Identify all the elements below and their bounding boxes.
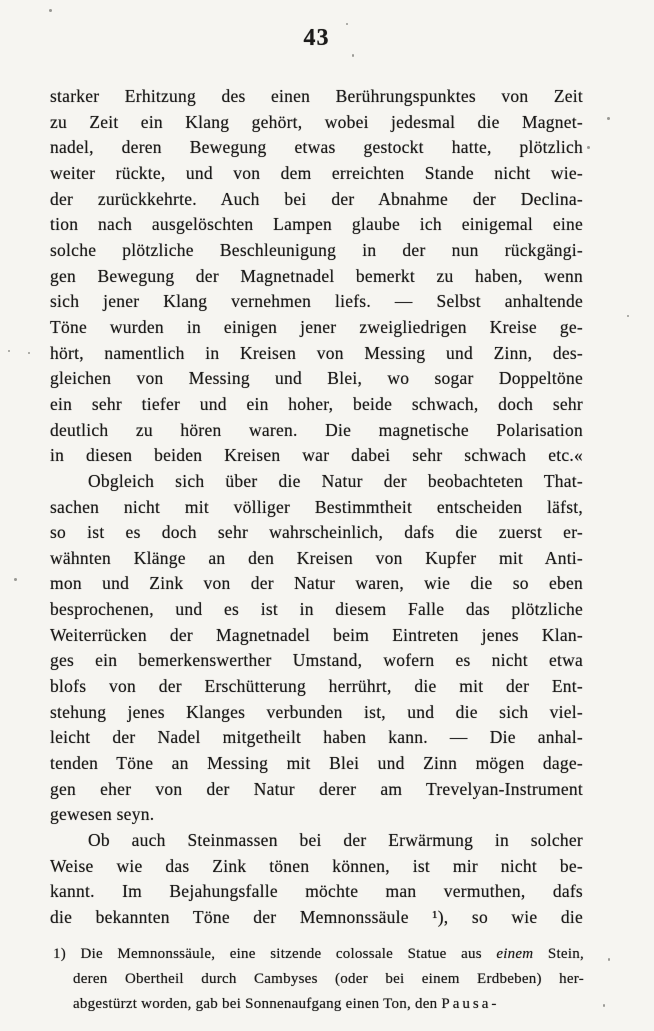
text-line: Ob auch Steinmassen bei der Erwärmung in solcher <box>88 830 583 851</box>
text-line: gleichen von Messing und Blei, wo sogar Doppeltöne <box>50 368 583 389</box>
paragraph <box>50 469 583 828</box>
scan-speck <box>14 578 17 581</box>
scan-speck <box>607 117 610 120</box>
text-line: Weise wie das Zink tönen können, ist mir nicht be- <box>50 855 583 876</box>
text-line: stehung jenes Klanges verbunden ist, und die sich viel- <box>50 701 583 722</box>
text-segment: abgestürzt worden, gab bei Sonnenaufgang einen Ton, den <box>73 996 442 1012</box>
paragraph <box>50 828 583 931</box>
text-line: Weiterrücken der Magnetnadel beim Eintreten jenes Klan- <box>50 624 583 645</box>
text-segment: Pausa- <box>441 996 500 1012</box>
text-line: Obgleich sich über die Natur der beobachteten That- <box>88 470 583 491</box>
text-line: der zurückkehrte. Auch bei der Abnahme der Declina- <box>50 188 583 209</box>
footnote-marker: 1) <box>53 946 81 962</box>
text-line: sachen nicht mit völliger Bestimmtheit entscheiden läfst, <box>50 496 583 517</box>
text-line: wähnten Klänge an den Kreisen von Kupfer mit Anti- <box>50 547 583 568</box>
text-line <box>53 942 584 967</box>
footnote <box>53 942 584 1017</box>
text-line: ges ein bemerkenswerther Umstand, wofern es nicht etwa <box>50 650 583 671</box>
text-line: sich jener Klang vernehmen liefs. — Selbst anhaltende <box>50 291 583 312</box>
text-line: deren Obertheil durch Cambyses (oder bei einem Erdbeben) her- <box>73 971 584 987</box>
scan-speck <box>346 23 348 25</box>
text-segment: Die Memnonssäule, eine sitzende colossale Statue aus <box>80 946 497 962</box>
text-line: die bekannten Töne der Memnonssäule ¹), so wie die <box>50 907 583 927</box>
text-line: gen Bewegung der Magnetnadel bemerkt zu haben, wenn <box>50 265 583 286</box>
scan-speck <box>627 315 629 317</box>
text-segment: einem <box>496 946 534 962</box>
page-number: 43 <box>303 25 330 51</box>
text-line: mon und Zink von der Natur waren, wie die so eben <box>50 573 583 594</box>
text-line: nadel, deren Bewegung etwas gestockt hatte, plötzlich <box>50 137 583 158</box>
text-line: leicht der Nadel mitgetheilt haben kann. — Die anhal- <box>50 727 583 748</box>
scan-speck <box>8 350 10 352</box>
scan-speck <box>49 9 52 12</box>
scan-speck <box>587 146 590 149</box>
text-line: zu Zeit ein Klang gehört, wobei jedesmal die Magnet- <box>50 111 583 132</box>
text-line: in diesen beiden Kreisen war dabei sehr schwach etc.« <box>50 445 583 466</box>
text-line: besprochenen, und es ist in diesem Falle das plötzliche <box>50 599 583 620</box>
text-line: blofs von der Erschütterung herrührt, die mit der Ent- <box>50 676 583 697</box>
scan-speck <box>28 352 30 354</box>
text-line: ein sehr tiefer und ein hoher, beide schwach, doch sehr <box>50 393 583 414</box>
scan-speck <box>608 958 610 961</box>
text-line: deutlich zu hören waren. Die magnetische Polarisation <box>50 419 583 440</box>
text-line: gen eher von der Natur derer am Trevelyan-Instrument <box>50 778 583 799</box>
text-line: hört, namentlich in Kreisen von Messing und Zinn, des- <box>50 342 583 363</box>
text-line: weiter rückte, und von dem erreichten Stande nicht wie- <box>50 162 583 183</box>
text-line: gewesen seyn. <box>50 804 155 825</box>
text-line <box>53 992 584 1017</box>
text-line: Töne wurden in einigen jener zweigliedrigen Kreise ge- <box>50 316 583 337</box>
text-segment: Stein, <box>533 946 584 962</box>
text-line: so ist es doch sehr wahrscheinlich, dafs die zuerst er- <box>50 522 583 543</box>
body-text <box>50 84 583 931</box>
text-line: solche plötzliche Beschleunigung in der nun rückgängi- <box>50 239 583 260</box>
text-line: tenden Töne an Messing mit Blei und Zinn mögen dage- <box>50 753 583 774</box>
paragraph <box>50 84 583 469</box>
text-line: tion nach ausgelöschten Lampen glaube ich einigemal eine <box>50 214 583 235</box>
text-line: starker Erhitzung des einen Berührungspunktes von Zeit <box>50 86 583 106</box>
scan-speck <box>603 1004 605 1007</box>
text-line: kannt. Im Bejahungsfalle möchte man vermuthen, dafs <box>50 881 583 902</box>
scan-speck <box>352 54 354 57</box>
